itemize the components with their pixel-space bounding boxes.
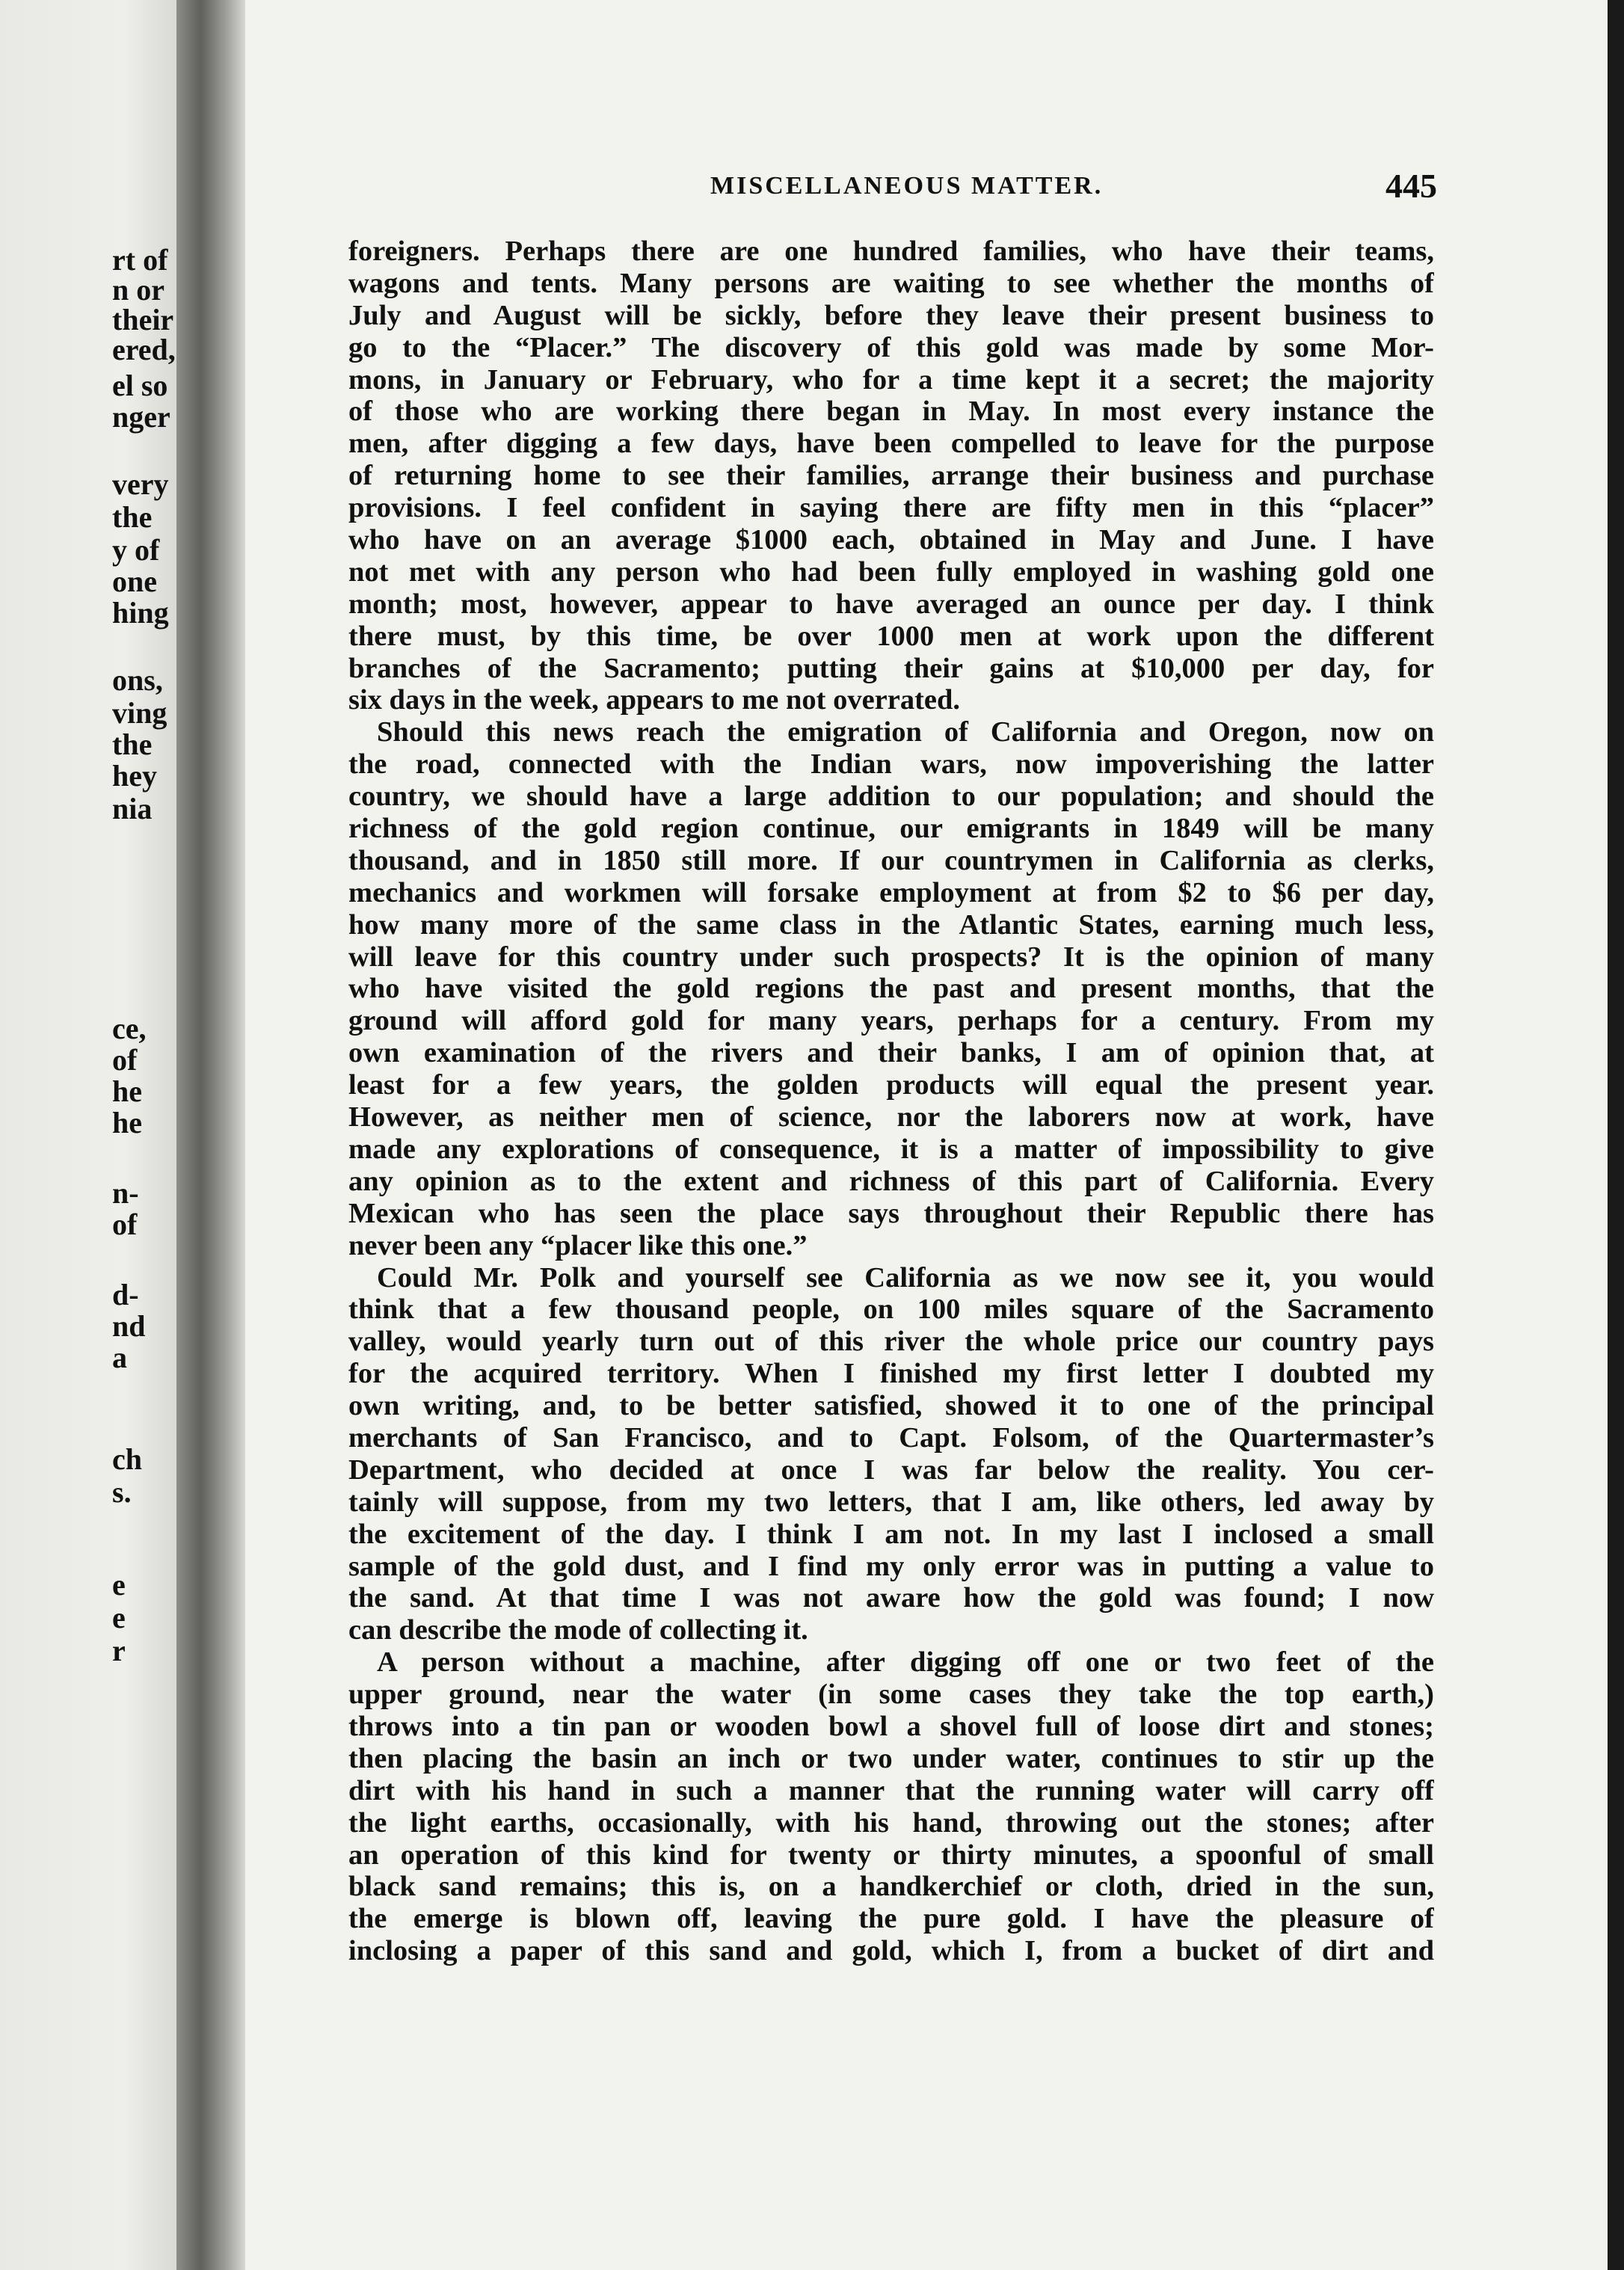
text-line: an operation of this kind for twenty or thirty minutes, a spoonful of small [348,1839,1434,1871]
text-line: A person without a machine, after digging off one or two feet of the [377,1646,1434,1679]
text-line: country, we should have a large addition to our population; and should the [348,781,1434,813]
facing-page-fragment: he [112,1106,142,1139]
text-line: month; most, however, appear to have averaged an ounce per day. I think [348,588,1434,620]
running-head: MISCELLANEOUS MATTER. [710,172,1104,200]
facing-page-fragment: d- [112,1278,139,1311]
text-line: think that a few thousand people, on 100 miles square of the Sacramento [348,1294,1434,1326]
text-line: never been any “placer like this one.” [348,1229,808,1261]
facing-page-fragment: hing [112,596,169,630]
text-line: dirt with his hand in such a manner that the running water will carry off [348,1774,1434,1806]
text-line: six days in the week, appears to me not overrated. [348,684,961,716]
facing-page-edge [0,0,176,2270]
facing-page-fragment: y of [112,533,160,567]
text-line: Could Mr. Polk and yourself see California as we now see it, you would [377,1261,1434,1294]
text-line: go to the “Placer.” The discovery of this gold was made by some Mor- [348,331,1434,363]
text-line: least for a few years, the golden products will equal the present year. [348,1069,1434,1101]
text-line: Should this news reach the emigration of California and Oregon, now on [377,716,1434,748]
facing-page-fragment: nia [112,792,153,825]
text-line: Department, who decided at once I was far below the reality. You cer- [348,1454,1434,1486]
text-line: the light earths, occasionally, with his hand, throwing out the stones; after [348,1806,1434,1839]
text-line: not met with any person who had been fully employed in washing gold one [348,556,1434,588]
facing-page-fragment: very [112,467,169,501]
facing-page-fragment: hey [112,759,157,793]
text-line: tainly will suppose, from my two letters, that I am, like others, led away by [348,1486,1434,1518]
text-line: the emerge is blown off, leaving the pure gold. I have the pleasure of [348,1903,1434,1935]
facing-page-fragment: of [112,1208,138,1241]
text-line: for the acquired territory. When I finished my first letter I doubted my [348,1358,1434,1390]
facing-page-fragment: he [112,1074,142,1108]
facing-page-fragment: s. [112,1475,132,1509]
text-line: the excitement of the day. I think I am not. In my last I inclosed a small [348,1518,1434,1550]
text-line: who have visited the gold regions the past and present months, that the [348,973,1434,1005]
text-line: wagons and tents. Many persons are waiting to see whether the months of [348,267,1434,299]
text-line: July and August will be sickly, before they leave their present business to [348,299,1434,331]
facing-page-fragment: e [112,1601,126,1634]
text-line: will leave for this country under such prospects? It is the opinion of many [348,941,1434,973]
text-line: foreigners. Perhaps there are one hundred families, who have their teams, [348,236,1434,267]
text-line: provisions. I feel confident in saying there are fifty men in this “placer” [348,492,1434,524]
text-line: inclosing a paper of this sand and gold, which I, from a bucket of dirt and [348,1935,1434,1967]
text-line: richness of the gold region continue, our emigrants in 1849 will be many [348,813,1434,845]
book-gutter [176,0,245,2270]
text-line: thousand, and in 1850 still more. If our countrymen in California as clerks, [348,844,1434,876]
text-line: of those who are working there began in May. In most every instance the [348,396,1434,428]
text-line: branches of the Sacramento; putting their gains at $10,000 per day, for [348,652,1434,684]
text-line: merchants of San Francisco, and to Capt. Folsom, of the Quartermaster’s [348,1421,1434,1454]
facing-page-fragment: ons, [112,663,163,697]
text-line: sample of the gold dust, and I find my only error was in putting a value to [348,1550,1434,1582]
body-text [348,236,1434,1967]
page-header [703,166,1437,211]
text-line: ground will afford gold for many years, perhaps for a century. From my [348,1005,1434,1037]
text-line: valley, would yearly turn out of this river the whole price our country pays [348,1326,1434,1358]
facing-page-fragment: the [112,728,153,761]
facing-page-fragment: nger [112,400,170,434]
text-line: the sand. At that time I was not aware how the gold was found; I now [348,1582,1434,1614]
facing-page-fragment: ce, [112,1012,147,1045]
facing-page-fragment: ch [112,1442,142,1476]
facing-page-fragment: n- [112,1176,139,1210]
text-line: of returning home to see their families, arrange their business and purchase [348,460,1434,492]
facing-page-fragment: rt of [112,243,168,277]
text-line: own examination of the rivers and their banks, I am of opinion that, at [348,1037,1434,1069]
text-line: own writing, and, to be better satisfied, showed it to one of the principal [348,1390,1434,1422]
facing-page-fragment: their [112,303,174,336]
text-line: any opinion as to the extent and richness of this part of California. Every [348,1165,1434,1197]
text-line: black sand remains; this is, on a handkerchief or cloth, dried in the sun, [348,1871,1434,1903]
facing-page-fragment: the [112,500,153,534]
text-line: However, as neither men of science, nor the laborers now at work, have [348,1101,1434,1134]
text-line: Mexican who has seen the place says throughout their Republic there has [348,1197,1434,1229]
facing-page-fragment: ving [112,696,167,730]
page-number: 445 [1385,167,1437,205]
facing-page-fragment: a [112,1341,127,1374]
text-line: who have on an average $1000 each, obtained in May and June. I have [348,524,1434,556]
text-line: mons, in January or February, who for a time kept it a secret; the majority [348,363,1434,396]
text-line: mechanics and workmen will forsake employment at from $2 to $6 per day, [348,876,1434,908]
facing-page-fragment: ered, [112,333,176,366]
text-line: can describe the mode of collecting it. [348,1614,808,1646]
text-line: then placing the basin an inch or two under water, continues to stir up the [348,1742,1434,1774]
facing-page-fragment: n or [112,273,164,307]
text-line: how many more of the same class in the Atlantic States, earning much less, [348,908,1434,941]
facing-page-fragment: of [112,1043,138,1077]
facing-page-fragment: one [112,565,157,598]
facing-page-fragment: nd [112,1309,146,1343]
page-right-edge [1608,0,1624,2270]
text-line: made any explorations of consequence, it is a matter of impossibility to give [348,1133,1434,1165]
facing-page-fragment: e [112,1568,126,1602]
facing-page-fragment: r [112,1634,126,1667]
facing-page-fragment: el so [112,369,168,402]
text-line: the road, connected with the Indian wars, now impoverishing the latter [348,748,1434,781]
text-line: men, after digging a few days, have been compelled to leave for the purpose [348,428,1434,460]
text-line: there must, by this time, be over 1000 men at work upon the different [348,620,1434,652]
text-line: upper ground, near the water (in some cases they take the top earth,) [348,1679,1434,1711]
text-line: throws into a tin pan or wooden bowl a shovel full of loose dirt and stones; [348,1710,1434,1742]
